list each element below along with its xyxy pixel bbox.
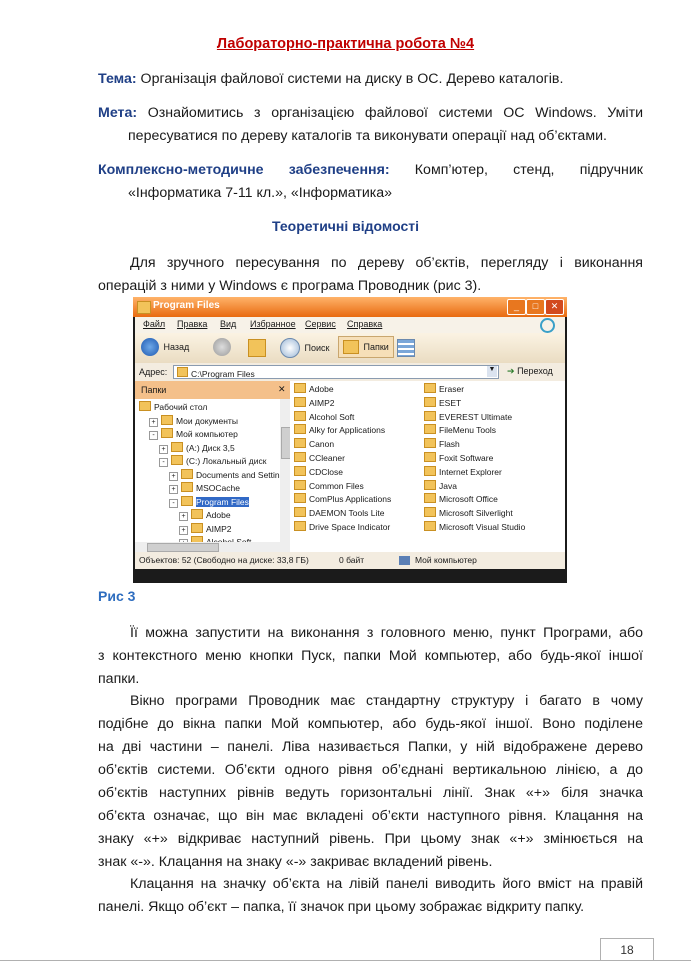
tree-item[interactable] — [139, 401, 207, 412]
folders-pane-title: Папки — [141, 385, 167, 395]
figure-caption: Рис 3 — [98, 588, 136, 604]
back-label: Назад — [163, 342, 190, 352]
folder-icon — [191, 523, 203, 533]
page-footer-line — [0, 960, 691, 961]
tree-item[interactable] — [159, 455, 266, 467]
body-paragraph-2 — [98, 690, 643, 874]
tree-item[interactable] — [149, 428, 238, 440]
paragraph-line: об’єктів наступних рівнів ведуть горизонтальні лінії. Знак «+» біля значка — [98, 785, 643, 801]
forward-button[interactable] — [213, 338, 231, 356]
address-input[interactable] — [173, 365, 499, 379]
menu-bar — [135, 317, 565, 333]
folder-icon — [424, 397, 436, 407]
collapse-icon[interactable]: - — [159, 458, 168, 467]
file-item[interactable] — [294, 383, 334, 394]
toolbar — [135, 333, 565, 363]
topic-paragraph — [98, 68, 643, 91]
tree-item-label: AIMP2 — [206, 523, 232, 534]
status-size: 0 байт — [339, 555, 365, 565]
file-item[interactable] — [424, 466, 502, 477]
folder-icon — [424, 507, 436, 517]
tree-item[interactable] — [169, 496, 249, 508]
file-item-label: CDClose — [309, 466, 344, 477]
folder-icon — [424, 466, 436, 476]
paragraph-line: Клацання на значку об’єкта на лівій панелі виводить його вміст на правій — [130, 876, 643, 892]
goal-label: Мета: — [98, 105, 138, 121]
body-paragraph-1 — [98, 622, 643, 691]
close-button[interactable]: ✕ — [545, 299, 564, 315]
support-paragraph — [98, 159, 643, 205]
file-item[interactable] — [294, 493, 391, 504]
file-item-label: Adobe — [309, 384, 334, 394]
tree-item-label: Adobe — [206, 510, 231, 520]
file-item[interactable] — [294, 466, 343, 477]
folder-icon — [294, 521, 306, 531]
goal-paragraph — [98, 102, 643, 148]
status-bar — [135, 552, 565, 569]
tree-item[interactable] — [179, 509, 231, 521]
paragraph-line: подібне до вікна папки Мой компьютер, або будь-якої іншої. Воно поділене — [98, 716, 643, 732]
tree-horizontal-scrollbar[interactable] — [135, 542, 290, 552]
folder-icon — [171, 455, 183, 465]
support-label: Комплексно-методичне забезпечення: — [98, 162, 390, 178]
close-pane-icon[interactable]: ✕ — [278, 384, 286, 394]
folder-icon — [424, 493, 436, 503]
page-number: 18 — [600, 938, 654, 961]
file-item-label: Java — [439, 480, 457, 491]
tree-vertical-scrollbar[interactable] — [280, 399, 290, 542]
folder-tree — [135, 399, 280, 542]
paragraph-line: панелі. Якщо об’єкт – папка, її значок при цьому зображає відкриту папку. — [98, 899, 585, 915]
body-paragraph-3 — [98, 873, 643, 919]
folder-icon — [161, 415, 173, 425]
folders-button[interactable] — [338, 336, 394, 358]
file-item[interactable] — [424, 452, 493, 463]
file-item-label: CCleaner — [309, 453, 345, 463]
file-item-label: ComPlus Applications — [309, 494, 392, 505]
folder-icon — [294, 480, 306, 490]
file-item-label: EVEREST Ultimate — [439, 411, 513, 422]
address-label: Адрес: — [139, 367, 168, 377]
folder-icon — [424, 424, 436, 434]
file-item-label: Microsoft Office — [439, 494, 498, 505]
paragraph-line: папки. — [98, 671, 140, 687]
intro-line2: операцій з ними у Windows є програма Проводник (рис 3). — [98, 278, 482, 294]
file-item-label: Alcohol Soft — [309, 411, 355, 422]
topic-text: Організація файлової системи на диску в ОС. Дерево каталогів. — [136, 71, 564, 87]
file-item-label: Microsoft Silverlight — [439, 508, 513, 519]
menu-tools[interactable]: Сервис — [305, 319, 336, 329]
expand-icon[interactable]: + — [179, 526, 188, 535]
address-dropdown-icon[interactable]: ▼ — [487, 366, 497, 377]
support-line1: Комп’ютер, стенд, підручник — [389, 162, 643, 178]
expand-icon[interactable]: + — [149, 418, 158, 427]
file-item[interactable] — [294, 452, 345, 463]
file-item[interactable] — [294, 480, 364, 491]
file-item[interactable] — [424, 438, 460, 449]
computer-icon — [399, 556, 410, 565]
paragraph-line: на дві частини – панелі. Ліва називається Папки, у ній відображене дерево — [98, 739, 643, 755]
go-arrow-icon: ➔ — [507, 366, 515, 376]
paragraph-line: знак «-». Клацання на знаку «-» закриває вкладений рівень. — [98, 854, 493, 870]
address-value: C:\Program Files — [191, 369, 255, 379]
paragraph-line: Її можна запустити на виконання з головного меню, пункт Програми, або — [130, 625, 643, 641]
collapse-icon[interactable]: - — [169, 499, 178, 508]
paragraph-line: об’єктів системи. Об’єкти одного рівня об’єднані вертикальною лінією, а до — [98, 762, 643, 778]
folder-icon — [294, 383, 306, 393]
file-item-label: Eraser — [439, 384, 465, 394]
folder-icon — [294, 507, 306, 517]
file-item[interactable] — [294, 521, 390, 532]
file-item-label: Flash — [439, 439, 460, 450]
folders-icon — [343, 340, 359, 354]
tree-item-label: Documents and Settin — [196, 469, 280, 480]
file-item-label: Drive Space Indicator — [309, 522, 391, 532]
maximize-button[interactable]: □ — [526, 299, 545, 315]
tree-item[interactable] — [159, 442, 235, 454]
paragraph-line: з контекстного меню кнопки Пуск, папки Мой компьютер, або будь-якої іншої — [98, 648, 643, 664]
file-item[interactable] — [424, 383, 464, 394]
window-title: Program Files — [153, 300, 220, 311]
search-button[interactable] — [280, 338, 329, 358]
expand-icon[interactable]: + — [179, 512, 188, 521]
file-item[interactable] — [424, 521, 525, 532]
folder-icon — [294, 397, 306, 407]
window-titlebar — [133, 297, 567, 317]
go-button[interactable] — [507, 366, 553, 377]
file-item-label: AIMP2 — [309, 397, 335, 408]
file-item-label: Foxit Software — [439, 453, 494, 463]
views-icon[interactable] — [397, 339, 415, 357]
menu-edit[interactable]: Правка — [177, 319, 208, 329]
topic-label: Тема: — [98, 71, 137, 87]
folder-icon — [137, 301, 151, 314]
file-list — [290, 381, 565, 552]
folder-icon — [191, 509, 203, 519]
menu-file[interactable]: Файл — [143, 319, 166, 329]
file-item[interactable] — [294, 507, 384, 518]
file-item[interactable] — [424, 480, 457, 491]
folder-icon — [424, 383, 436, 393]
file-item[interactable] — [294, 424, 385, 435]
folder-icon — [181, 496, 193, 506]
file-item[interactable] — [424, 411, 512, 422]
file-item[interactable] — [294, 438, 334, 449]
folder-icon — [181, 469, 193, 479]
page-title: Лабораторно-практична робота №4 — [216, 36, 475, 52]
tree-item-label: Мой компьютер — [176, 429, 238, 439]
file-item-label: Canon — [309, 439, 335, 450]
folder-icon — [294, 452, 306, 462]
minimize-button[interactable]: _ — [507, 299, 526, 315]
folders-label: Папки — [363, 342, 389, 352]
file-item[interactable] — [294, 397, 335, 408]
folder-icon — [294, 411, 306, 421]
forward-arrow-icon — [213, 338, 231, 356]
back-arrow-icon — [141, 338, 159, 356]
menu-favorites[interactable]: Избранное — [250, 319, 296, 329]
folder-icon — [424, 480, 436, 490]
status-objects: Объектов: 52 (Свободно на диске: 33,8 ГБ) — [139, 555, 309, 565]
address-bar — [135, 363, 565, 381]
explorer-screenshot — [133, 297, 567, 583]
search-icon — [280, 338, 300, 358]
folder-icon — [139, 401, 151, 411]
paragraph-line: об’єкта означає, що він має вкладені об’єкти наступного рівня. Клацання на — [98, 808, 643, 824]
file-item[interactable] — [424, 397, 461, 408]
expand-icon[interactable]: + — [169, 485, 178, 494]
section-heading: Теоретичні відомості — [272, 218, 419, 234]
tree-item[interactable] — [169, 482, 240, 494]
collapse-icon[interactable]: - — [149, 431, 158, 440]
status-computer: Мой компьютер — [415, 555, 477, 565]
windows-logo-icon — [540, 318, 555, 333]
folder-icon — [161, 428, 173, 438]
file-item-label: FileMenu Tools — [439, 425, 497, 436]
tree-item[interactable] — [149, 415, 238, 427]
tree-item-label: MSOCache — [196, 483, 240, 493]
tree-item-label: (A:) Диск 3,5 — [186, 442, 235, 453]
file-item-label: Microsoft Visual Studio — [439, 522, 526, 532]
goal-line1: Ознайомитись з організацією файлової системи ОС Windows. Уміти — [137, 105, 643, 121]
address-folder-icon — [177, 367, 188, 377]
folders-pane-header — [135, 381, 290, 399]
file-item-label: Alky for Applications — [309, 425, 386, 436]
folder-icon — [171, 442, 183, 452]
file-item[interactable] — [424, 424, 496, 435]
expand-icon[interactable]: + — [169, 472, 178, 481]
go-label: Переход — [517, 366, 553, 376]
tree-item-label: (C:) Локальный диск — [186, 456, 267, 466]
folder-icon — [294, 466, 306, 476]
folder-icon — [294, 424, 306, 434]
file-item-label: Internet Explorer — [439, 466, 502, 477]
paragraph-line: Вікно програми Проводник має стандартну структуру і багато в чому — [130, 693, 643, 709]
file-item-label: DAEMON Tools Lite — [309, 508, 385, 519]
expand-icon[interactable]: + — [159, 445, 168, 454]
intro-paragraph — [98, 252, 643, 298]
folder-icon — [424, 438, 436, 448]
intro-line1: Для зручного пересування по дереву об’єктів, перегляду і виконання — [130, 255, 643, 271]
file-item[interactable] — [424, 507, 513, 518]
back-button[interactable] — [141, 338, 189, 356]
goal-line2: пересуватися по дереву каталогів та виконувати операції над об’єктами. — [128, 128, 607, 144]
folder-icon — [424, 411, 436, 421]
folder-icon — [294, 493, 306, 503]
tree-item-label: Program Files — [196, 496, 249, 507]
search-label: Поиск — [304, 343, 330, 353]
folder-icon — [424, 452, 436, 462]
tree-item-label: Рабочий стол — [154, 402, 208, 412]
support-line2: «Інформатика 7-11 кл.», «Інформатика» — [128, 185, 393, 201]
folder-icon — [424, 521, 436, 531]
menu-help[interactable]: Справка — [347, 319, 383, 329]
menu-view[interactable]: Вид — [220, 319, 237, 329]
up-folder-icon[interactable] — [248, 339, 266, 357]
tree-item-label: Мои документы — [176, 415, 238, 426]
tree-item[interactable] — [179, 523, 232, 535]
file-item[interactable] — [294, 411, 354, 422]
file-item-label: ESET — [439, 397, 462, 408]
tree-item[interactable] — [169, 469, 280, 481]
folder-icon — [294, 438, 306, 448]
folder-icon — [181, 482, 193, 492]
file-item[interactable] — [424, 493, 498, 504]
file-item-label: Common Files — [309, 480, 364, 491]
paragraph-line: знаку «+» відкриває наступний рівень. При цьому знак «+» змінюється на — [98, 831, 643, 847]
